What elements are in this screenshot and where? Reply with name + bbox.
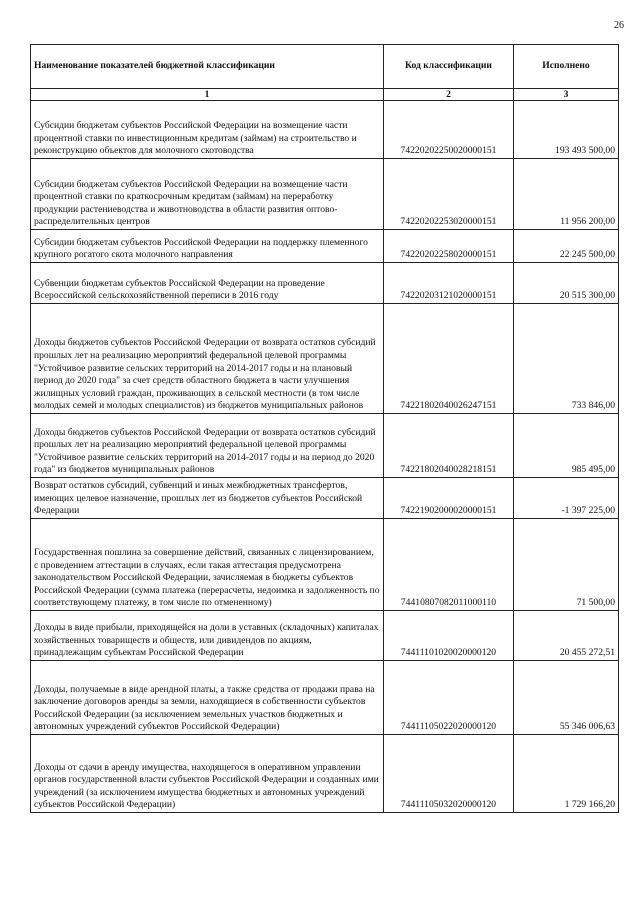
indicator-name: Субсидии бюджетам субъектов Российской Федерации на возмещение части процентной ставки по краткосрочным кредитам (займам) на переработку продукции растениеводства и животноводства в области развития оптово-распределительных центров (31, 159, 384, 230)
table-row (31, 661, 619, 735)
indicator-name: Доходы в виде прибыли, приходящейся на доли в уставных (складочных) капиталах хозяйственных товариществ и обществ, или дивидендов по акциям, принадлежащим субъектам Российской Федерации (31, 611, 384, 661)
executed-amount: 1 729 166,20 (514, 735, 619, 813)
classification-code: 74220202258020000151 (384, 230, 514, 263)
indicator-name: Государственная пошлина за совершение действий, связанных с лицензированием, с проведением аттестации в случаях, если такая аттестация предусмотрена законодательством Российской Федерации, зачисляемая в бюджеты субъектов Российской Федерации (сумма платежа (перерасчеты, недоимка и задолженность по соответствующему платежу, в том числе по отмененному) (31, 519, 384, 611)
column-header-name: Наименование показателей бюджетной классификации (31, 45, 384, 89)
column-header-code: Код классификации (384, 45, 514, 89)
indicator-name: Возврат остатков субсидий, субвенций и иных межбюджетных трансфертов, имеющих целевое назначение, прошлых лет из бюджетов субъектов Российской Федерации (31, 478, 384, 519)
column-number: 3 (514, 89, 619, 101)
table-row (31, 519, 619, 611)
executed-amount: 55 346 006,63 (514, 661, 619, 735)
column-header-executed: Исполнено (514, 45, 619, 89)
executed-amount: 22 245 500,00 (514, 230, 619, 263)
classification-code: 74410807082011000110 (384, 519, 514, 611)
table-row (31, 230, 619, 263)
classification-code: 74411101020020000120 (384, 611, 514, 661)
table-row (31, 611, 619, 661)
table-header-row (31, 45, 619, 89)
indicator-name: Доходы бюджетов субъектов Российской Федерации от возврата остатков субсидий прошлых лет на реализацию мероприятий федеральной целевой программы "Устойчивое развитие сельских территорий на 2014-2017 годы и на период до 2020 года" из бюджетов муниципальных районов (31, 414, 384, 478)
column-number: 1 (31, 89, 384, 101)
executed-amount: 193 493 500,00 (514, 101, 619, 159)
executed-amount: 20 455 272,51 (514, 611, 619, 661)
indicator-name: Доходы бюджетов субъектов Российской Федерации от возврата остатков субсидий прошлых лет на реализацию мероприятий федеральной целевой программы "Устойчивое развитие сельских территорий на 2014-2017 годы и на плановый период до 2020 года" за счет средств областного бюджета в части улучшения жилищных условий граждан, проживающих в сельской местности (в том числе молодых семей и молодых специалистов) из бюджетов муниципальных районов (31, 304, 384, 414)
table-row (31, 159, 619, 230)
indicator-name: Субвенции бюджетам субъектов Российской Федерации на проведение Всероссийской сельскохозяйственной переписи в 2016 году (31, 263, 384, 304)
executed-amount: 985 495,00 (514, 414, 619, 478)
indicator-name: Субсидии бюджетам субъектов Российской Федерации на поддержку племенного крупного рогатого скота молочного направления (31, 230, 384, 263)
table-row (31, 304, 619, 414)
indicator-name: Субсидии бюджетам субъектов Российской Федерации на возмещение части процентной ставки по инвестиционным кредитам (займам) на строительство и реконструкцию объектов для молочного скотоводства (31, 101, 384, 159)
classification-code: 74220202253020000151 (384, 159, 514, 230)
table-row (31, 414, 619, 478)
classification-code: 74221902000020000151 (384, 478, 514, 519)
classification-code: 74411105022020000120 (384, 661, 514, 735)
column-number-row (31, 89, 619, 101)
table-row (31, 478, 619, 519)
classification-code: 74220203121020000151 (384, 263, 514, 304)
table-row (31, 735, 619, 813)
executed-amount: 20 515 300,00 (514, 263, 619, 304)
executed-amount: -1 397 225,00 (514, 478, 619, 519)
table-row (31, 101, 619, 159)
executed-amount: 11 956 200,00 (514, 159, 619, 230)
classification-code: 74411105032020000120 (384, 735, 514, 813)
column-number: 2 (384, 89, 514, 101)
indicator-name: Доходы от сдачи в аренду имущества, находящегося в оперативном управлении органов государственной власти субъектов Российской Федерации и созданных ими учреждений (за исключением имущества бюджетных и автономных учреждений субъектов Российской Федерации) (31, 735, 384, 813)
table-row (31, 263, 619, 304)
indicator-name: Доходы, получаемые в виде арендной платы, а также средства от продажи права на заключение договоров аренды за земли, находящиеся в собственности субъектов Российской Федерации (за исключением земельных участков бюджетных и автономных учреждений субъектов Российской Федерации) (31, 661, 384, 735)
classification-code: 74221802040026247151 (384, 304, 514, 414)
page-number: 26 (614, 20, 624, 31)
classification-code: 74221802040028218151 (384, 414, 514, 478)
executed-amount: 733 846,00 (514, 304, 619, 414)
budget-table (30, 44, 619, 813)
executed-amount: 71 500,00 (514, 519, 619, 611)
classification-code: 74220202250020000151 (384, 101, 514, 159)
